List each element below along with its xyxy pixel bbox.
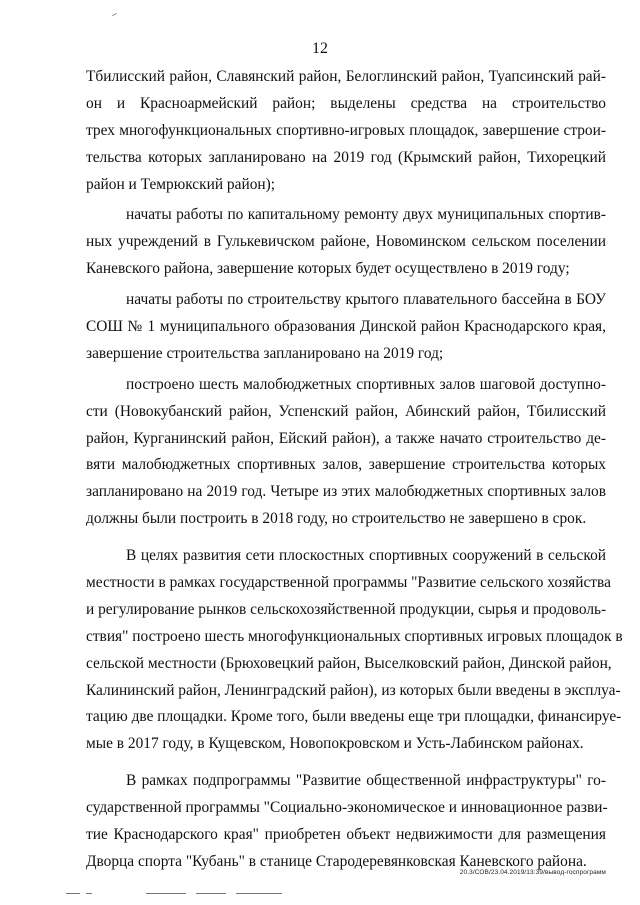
text-line: В рамках подпрограммы "Развитие общественной инфраструктуры" го-	[126, 772, 606, 790]
text-line: ных учреждений в Гулькевичском районе, Новоминском сельском поселении	[86, 233, 606, 251]
text-line: Дворца спорта "Кубань" в станице Стародеревянковская Каневского района.	[86, 852, 587, 870]
document-body	[86, 64, 623, 876]
text-line: начаты работы по капитальному ремонту двух муниципальных спортив-	[126, 206, 606, 224]
text-line: запланировано на 2019 год. Четыре из этих малобюджетных спортивных залов	[86, 483, 606, 501]
text-line: вяти малобюджетных спортивных залов, завершение строительства которых	[86, 456, 606, 474]
page-number: 12	[312, 40, 328, 57]
document-footer-code: 20.3/СОВ/23.04.2019/13:39/вывод-госпрограмм	[459, 869, 606, 876]
text-line: он и Красноармейский район; выделены средства на строительство	[86, 94, 606, 112]
text-line: ствия" построено шесть многофункциональных спортивных игровых площадок в	[86, 627, 623, 645]
paragraph	[86, 372, 606, 533]
scan-edge-marks	[66, 893, 286, 895]
text-line: трех многофункциональных спортивно-игровых площадок, завершение строи-	[86, 121, 606, 139]
text-line: Тбилисский район, Славянский район, Белоглинский район, Туапсинский рай-	[86, 68, 606, 85]
text-line: район и Темрюкский район);	[86, 175, 276, 193]
text-line: В целях развития сети плоскостных спортивных сооружений в сельской	[126, 547, 606, 565]
text-line: тельства которых запланировано на 2019 год (Крымский район, Тихорецкий	[86, 148, 606, 166]
text-line: сельской местности (Брюховецкий район, Выселковский район, Динской район,	[86, 654, 612, 672]
text-line: местности в рамках государственной программы "Развитие сельского хозяйства	[86, 574, 611, 592]
text-line: должны были построить в 2018 году, но строительство не завершено в срок.	[86, 510, 587, 528]
text-line: построено шесть малобюджетных спортивных залов шаговой доступно-	[126, 375, 606, 393]
scan-mark	[112, 13, 117, 16]
paragraph	[86, 768, 606, 876]
paragraph	[86, 543, 623, 758]
text-line: СОШ № 1 муниципального образования Динской район Краснодарского края,	[86, 318, 606, 336]
paragraph	[86, 202, 606, 283]
text-line: завершение строительства запланировано на 2019 год;	[86, 344, 444, 362]
paragraph	[86, 64, 606, 198]
text-line: район, Курганинский район, Ейский район), а также начато строительство де-	[86, 429, 606, 447]
paragraph	[86, 287, 606, 368]
text-line: мые в 2017 году, в Кущевском, Новопокровском и Усть-Лабинском районах.	[86, 735, 584, 753]
text-line: сударственной программы "Социально-экономическое и инновационное разви-	[86, 799, 608, 817]
text-line: Калининский район, Ленинградский район), из которых были введены в эксплуа-	[86, 681, 621, 699]
text-line: тие Краснодарского края" приобретен объект недвижимости для размещения	[86, 826, 606, 844]
text-line: Каневского района, завершение которых будет осуществлено в 2019 году;	[86, 260, 570, 278]
text-line: тацию две площадки. Кроме того, были введены еще три площадки, финансируе-	[86, 708, 622, 726]
text-line: сти (Новокубанский район, Успенский район, Абинский район, Тбилисский	[86, 402, 606, 420]
text-line: и регулирование рынков сельскохозяйственной продукции, сырья и продоволь-	[86, 600, 607, 618]
text-line: начаты работы по строительству крытого плавательного бассейна в БОУ	[126, 291, 606, 309]
